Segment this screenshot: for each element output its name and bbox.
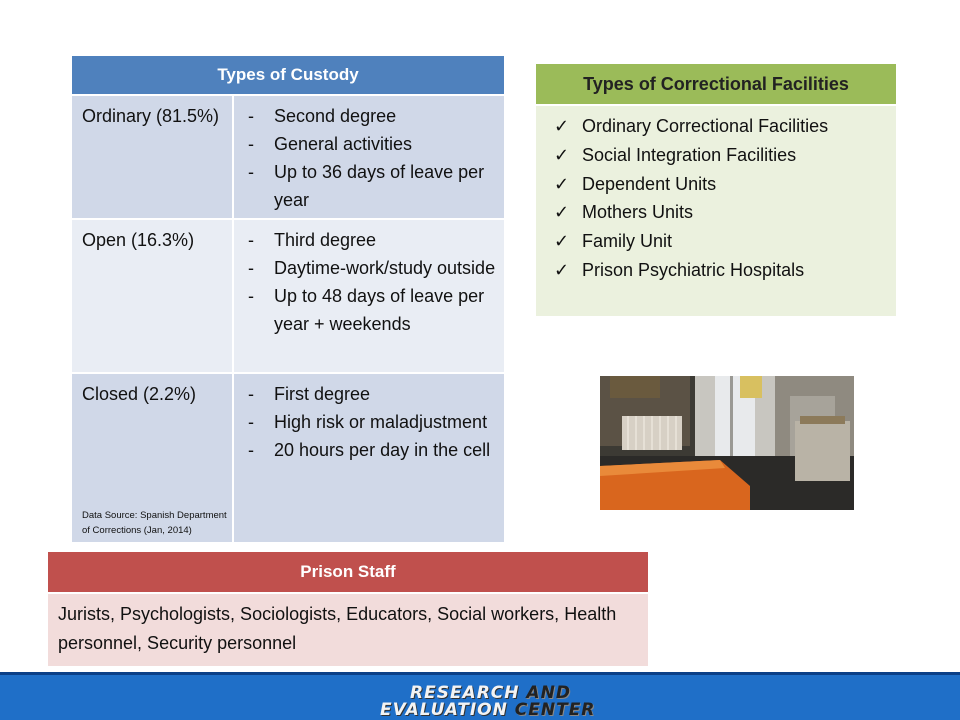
custody-row-closed xyxy=(72,372,504,542)
custody-type: Closed (2.2%) xyxy=(82,384,197,404)
custody-table-header xyxy=(72,56,504,94)
custody-details xyxy=(232,374,504,542)
custody-detail-item: - Third degree xyxy=(240,226,496,254)
checkmark-icon: ✓ xyxy=(554,144,570,165)
facilities-header xyxy=(536,64,896,104)
logo-word-and: AND xyxy=(519,683,571,703)
checkmark-icon: ✓ xyxy=(554,231,570,252)
custody-detail-item: - First degree xyxy=(240,380,496,408)
custody-type-cell xyxy=(72,374,232,542)
logo-word-center: CENTER xyxy=(507,700,596,720)
facility-item xyxy=(548,112,886,141)
facilities-title: Types of Correctional Facilities xyxy=(583,73,849,94)
checkmark-icon: ✓ xyxy=(554,116,570,136)
staff-description: Jurists, Psychologists, Sociologists, Educators, Social workers, Health personnel, Security personnel xyxy=(48,594,648,666)
logo-word-research: RESEARCH xyxy=(410,683,520,703)
staff-title: Prison Staff xyxy=(300,562,396,581)
facility-item xyxy=(548,256,886,285)
custody-detail-item: - Up to 48 days of leave per year + weekends xyxy=(240,282,496,338)
research-evaluation-center-logo xyxy=(380,685,600,719)
custody-detail-item: - 20 hours per day in the cell xyxy=(240,436,496,464)
custody-row-open xyxy=(72,218,504,374)
custody-detail-item: - Second degree xyxy=(240,102,496,130)
custody-detail-item: - High risk or maladjustment xyxy=(240,408,496,436)
staff-header xyxy=(48,552,648,592)
facility-label: Prison Psychiatric Hospitals xyxy=(582,259,805,280)
facility-item xyxy=(548,227,886,256)
facility-item xyxy=(548,198,886,227)
custody-details xyxy=(232,96,504,220)
checkmark-icon: ✓ xyxy=(554,173,570,194)
footer-bar xyxy=(0,672,960,720)
custody-detail-item: - Daytime-work/study outside xyxy=(240,254,496,282)
custody-type: Ordinary (81.5%) xyxy=(82,106,220,126)
data-source-note: Data Source: Spanish Department of Corrections (Jan, 2014) xyxy=(82,510,227,536)
facility-label: Social Integration Facilities xyxy=(582,144,797,165)
checkmark-icon: ✓ xyxy=(554,259,570,280)
logo-word-evaluation: EVALUATION xyxy=(380,700,508,720)
facilities-list-box xyxy=(536,106,896,316)
custody-row-ordinary xyxy=(72,94,504,220)
custody-details xyxy=(232,220,504,374)
facility-label: Dependent Units xyxy=(582,173,717,194)
facility-item xyxy=(548,141,886,170)
custody-type: Open (16.3%) xyxy=(82,230,195,250)
facility-label: Family Unit xyxy=(582,231,673,252)
facility-label: Ordinary Correctional Facilities xyxy=(582,116,829,136)
custody-detail-item: - General activities xyxy=(240,130,496,158)
checkmark-icon: ✓ xyxy=(554,202,570,223)
custody-title: Types of Custody xyxy=(217,65,359,84)
prison-cell-photo xyxy=(600,376,854,510)
facility-item xyxy=(548,170,886,199)
custody-detail-item: - Up to 36 days of leave per year xyxy=(240,158,496,214)
facility-label: Mothers Units xyxy=(582,202,694,223)
